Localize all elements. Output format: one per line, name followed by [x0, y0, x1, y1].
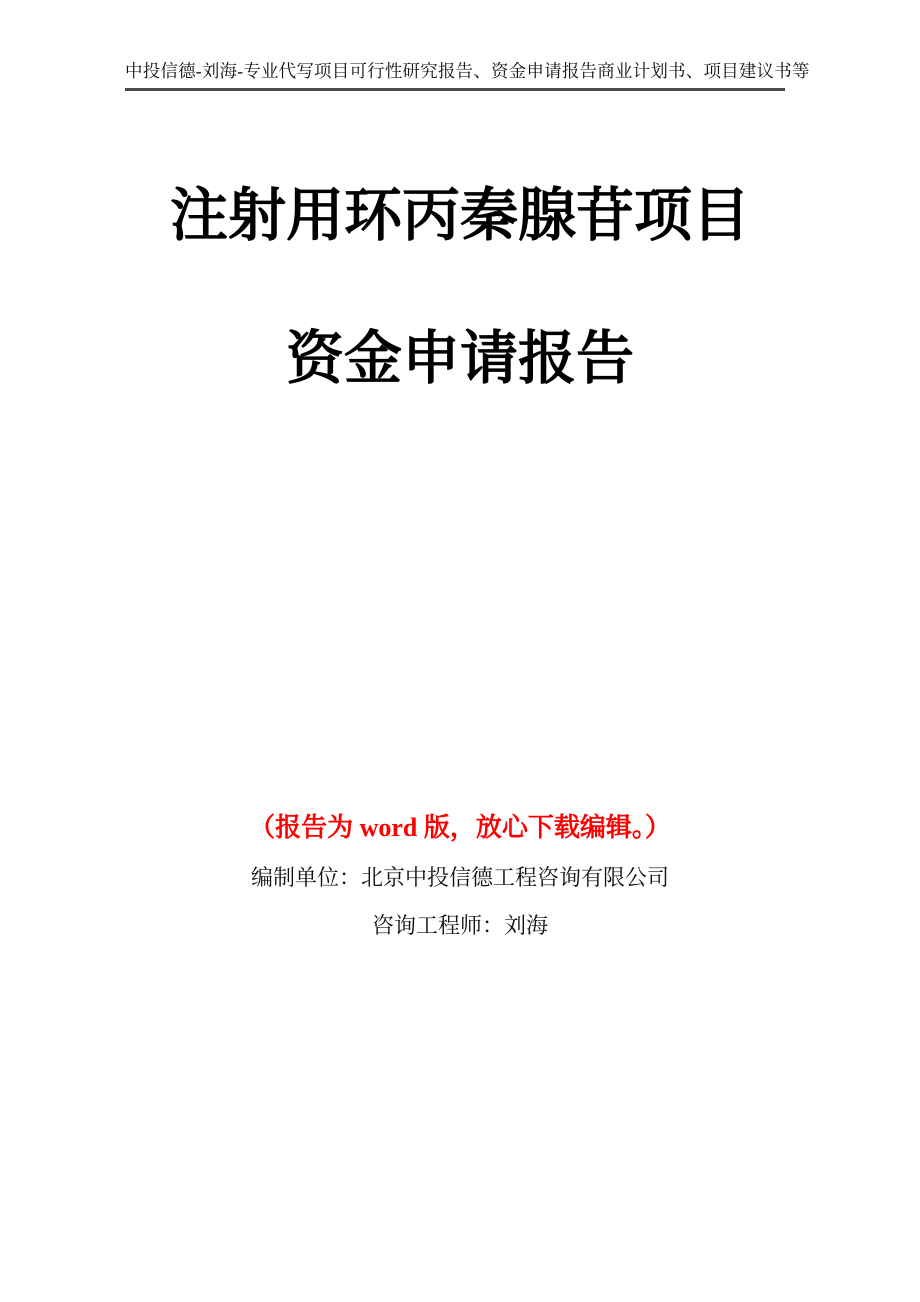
consultant-line: 咨询工程师：刘海: [371, 913, 548, 938]
word-version-note: （报告为 word 版，放心下载编辑。）: [249, 813, 671, 842]
document-title-line1: 注射用环丙秦腺苷项目: [169, 183, 750, 248]
document-title-line2: 资金申请报告: [285, 326, 634, 391]
header-divider: [125, 88, 785, 91]
page-header: [125, 58, 810, 84]
header-disclaimer-text: 中投信德-刘海-专业代写项目可行性研究报告、资金申请报告商业计划书、项目建议书等: [125, 61, 810, 81]
prepared-by-line: 编制单位：北京中投信德工程咨询有限公司: [250, 865, 669, 890]
